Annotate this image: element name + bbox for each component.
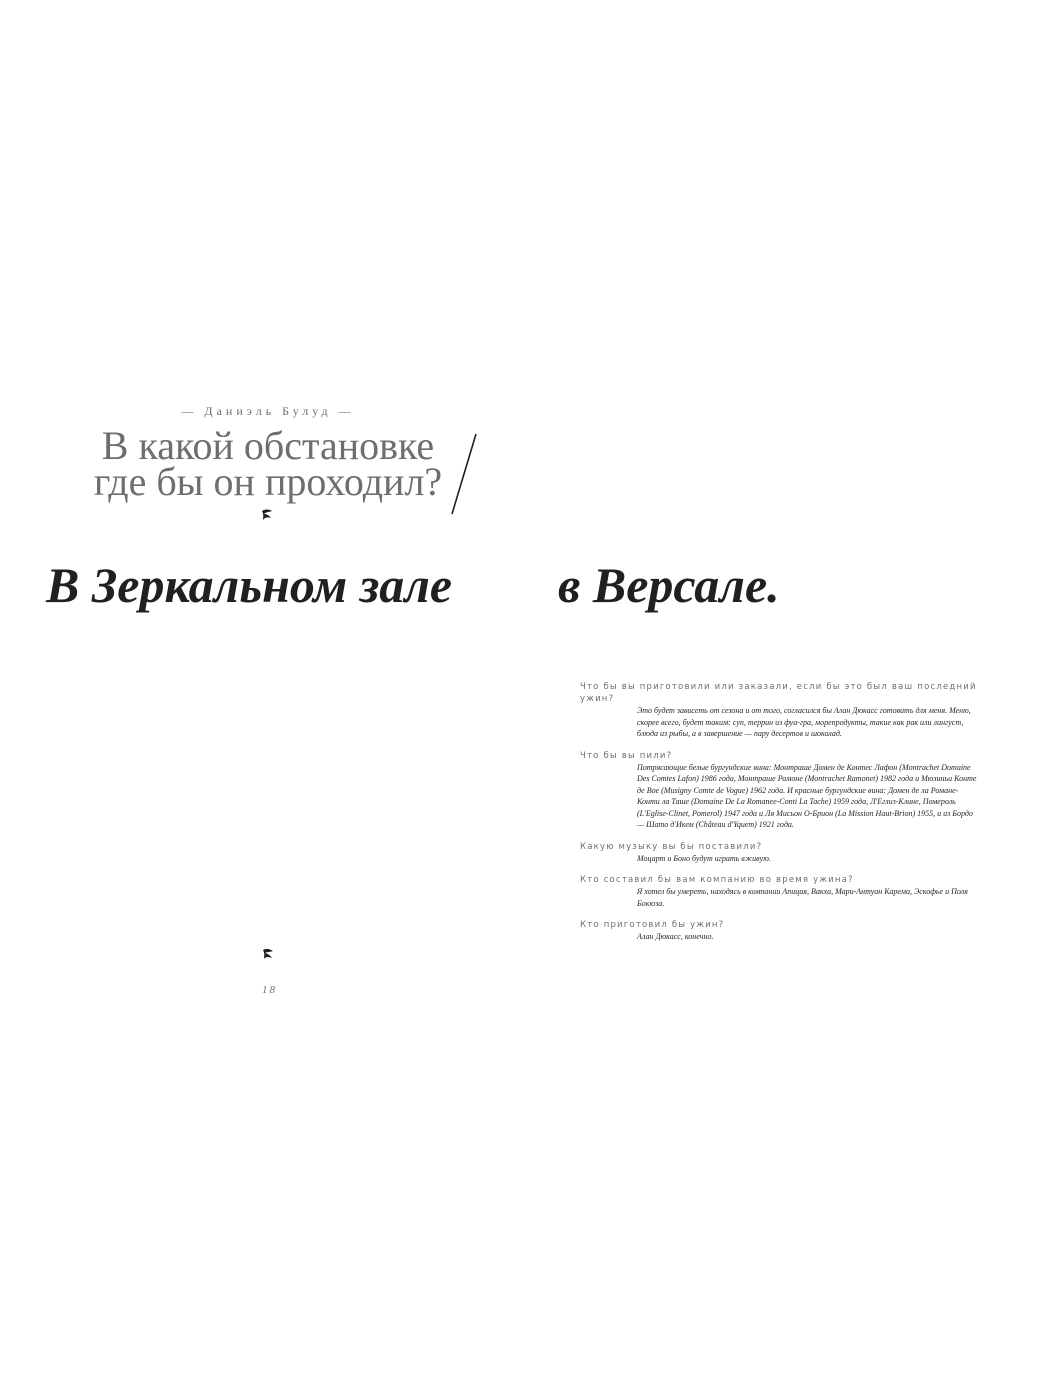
answer-headline [0,555,1050,615]
answer-headline-part1: В Зеркальном зале [46,557,453,613]
qa-item [580,750,980,831]
interview-question: Кто составил бы вам компанию во время ужина? [580,875,854,885]
page-number: 18 [262,984,277,996]
qa-item [580,919,980,943]
qa-item [580,681,980,740]
interview-question: Какую музыку вы бы поставили? [580,841,763,852]
interview-question: Что бы вы приготовили или заказали, если бы это был ваш последний ужин? [580,682,977,704]
interview-answer: Моцарт и Боно будут играть вживую. [637,853,771,863]
fleuron-ornament-icon [260,508,274,522]
author-name: — Даниэль Булуд — [181,404,355,418]
chapter-question-line1: В какой обстановке [101,423,435,468]
interview-question: Что бы вы пили? [580,750,673,761]
interview-answer: Алан Дюкасс, конечно. [637,932,714,941]
interview-answer: Потрясающие белые бургундские вина: Монтраше Домен де Контес Лафон (Montrachet Domaine Des Comtes Lafon) 1986 года, Монтраше Рамоне (Montrachet Ramonet) 1982 года и Мюзиньи Конте де Вое (Musigny Comte de Vogue) 1962 года. И красные бургундские вина: Домен де ла Романе-Конти ла Таше (Domaine De La Romanee-Conti La Tache) 1959 года, Л'Еглиз-Клине, Помероль (L'Eglise-Clinet, Pomerol) 1947 года и Ля Мисьон О-Брион (La Mission Haut-Brion) 1955, и из Бордо — Шато д'Икем (Château d'Yquem) 1921 года. [637,762,977,829]
interview-answer: Я хотел бы умереть, находясь в компании Апиция, Вакха, Мари-Антуан Карема, Эскофье и Поля Бокюза. [637,887,968,908]
answer-headline-part2: в Версале. [558,557,780,613]
slash-mark [450,430,480,520]
interview-answer: Это будет зависеть от сезона и от того, согласился бы Алан Дюкасс готовить для меня. Меню, скорее всего, будет таким: суп, террин из фуа-гра, морепродукты, такие как рак или лангуст, блюда из рыбы, а в завершение — пару десертов и шоколад. [637,706,971,738]
fleuron-ornament-icon [262,948,274,960]
chapter-question-line2: где бы он проходил? [93,459,443,504]
interview-question: Кто приготовил бы ужин? [580,920,725,930]
qa-item [580,841,980,865]
interview-block [580,681,980,953]
qa-item [580,874,980,909]
